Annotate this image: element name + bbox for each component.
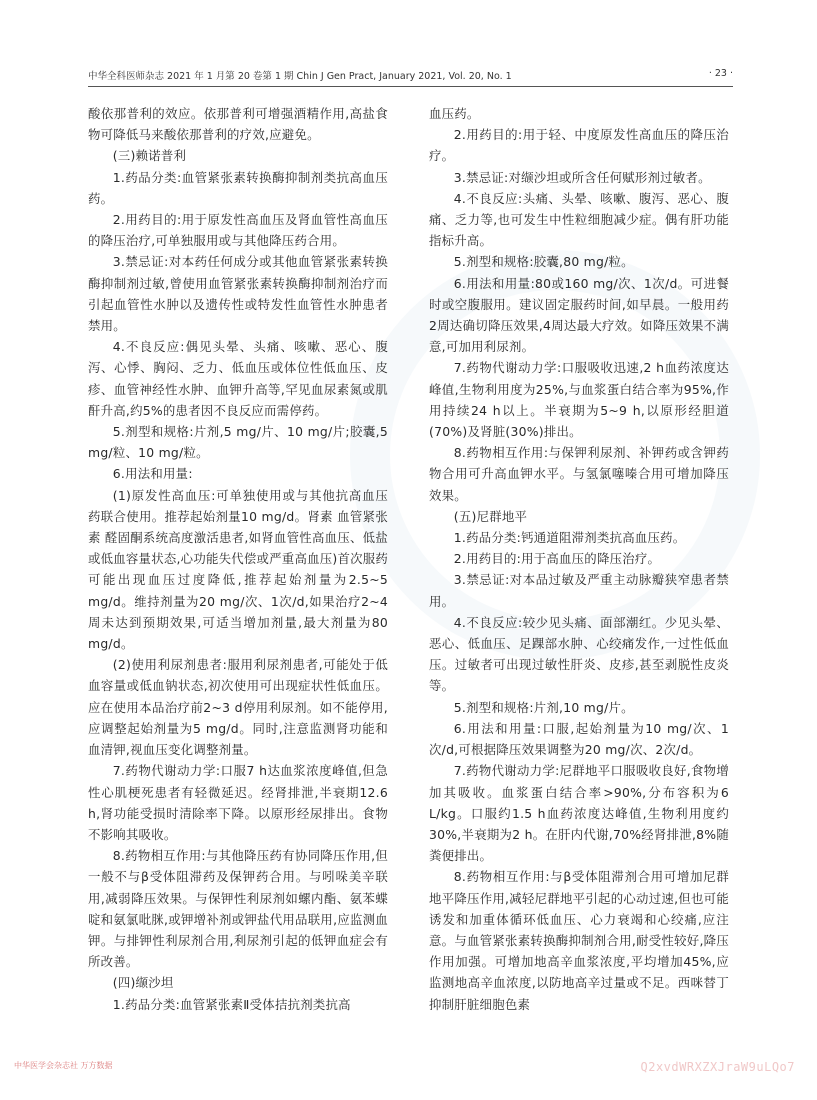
paragraph: 3.禁忌证:对缬沙坦或所含任何赋形剂过敏者。 xyxy=(453,169,711,185)
paragraph: 血压药。 xyxy=(429,106,480,121)
paragraph: 6.用法和用量:80或160 mg/次、1次/d。可进餐时或空腹服用。建议固定服药时间,如早晨。一般用药2周达确切降压效果,4周达最大疗效。如降压效果不满意,可加用利尿剂。 xyxy=(429,275,729,355)
section-heading: (三)赖诺普利 xyxy=(112,148,187,164)
paragraph: 3.禁忌证:对本药任何成分或其他血管紧张素转换酶抑制剂过敏,曾使用血管紧张素转换酶抑制剂治疗而引起血管性水肿以及遗传性或特发性血管性水肿患者禁用。 xyxy=(88,254,388,334)
document-code: Q2xvdWRXZXJraW9uLQo7 xyxy=(640,1060,795,1074)
paragraph: 7.药物代谢动力学:口服吸收迅速,2 h血药浓度达峰值,生物利用度为25%,与血浆蛋白结合率为95%,作用持续24 h以上。半衰期为5~9 h,以原形经胆道(70%)及肾脏(30%)排出。 xyxy=(429,360,729,440)
paragraph: 酸依那普利的效应。依那普利可增强酒精作用,高盐食物可降低马来酸依那普利的疗效,应避免。 xyxy=(88,106,388,143)
paragraph: 8.药物相互作用:与β受体阻滞剂合用可增加尼群地平降压作用,减轻尼群地平引起的心动过速,但也可能诱发和加重体循环低血压、心力衰竭和心绞痛,应注意。与血管紧张素转换酶抑制剂合用,耐受性较好,降压作用加强。可增加地高辛血浆浓度,平均增加45%,应监测地高辛血浓度,以防地高辛过量或不足。西咪替丁抑制肝脏细胞色素 xyxy=(429,869,729,1012)
paragraph: 2.用药目的:用于轻、中度原发性高血压的降压治疗。 xyxy=(429,127,729,164)
publisher-logo: 中华医学会杂志社 万方数据 xyxy=(14,1061,113,1070)
paragraph: 6.用法和用量:口服,起始剂量为10 mg/次、1次/d,可根据降压效果调整为20 mg/次、2次/d。 xyxy=(429,720,729,758)
paragraph: 1.药品分类:血管紧张素转换酶抑制剂类抗高血压药。 xyxy=(88,169,388,206)
paragraph: 1.药品分类:血管紧张素Ⅱ受体拮抗剂类抗高 xyxy=(112,996,351,1012)
paragraph: 4.不良反应:头痛、头晕、咳嗽、腹泻、恶心、腹痛、乏力等,也可发生中性粒细胞减少症。偶有肝功能指标升高。 xyxy=(429,190,729,249)
paragraph: 4.不良反应:较少见头痛、面部潮红。少见头晕、恶心、低血压、足踝部水肿、心绞痛发作,一过性低血压。过敏者可出现过敏性肝炎、皮疹,甚至剥脱性皮炎等。 xyxy=(429,614,729,694)
page-number: · 23 · xyxy=(708,68,733,79)
left-column xyxy=(88,103,388,1015)
paragraph: 6.用法和用量: xyxy=(112,466,193,482)
paragraph: (2)使用利尿剂患者:服用利尿剂患者,可能处于低血容量或低血钠状态,初次使用可出现症状性低血压。应在使用本品治疗前2~3 d停用利尿剂。如不能停用,应调整起始剂量为5 mg/d。同时,注意监测肾功能和血清钾,视血压变化调整剂量。 xyxy=(88,657,388,758)
paragraph: 5.剂型和规格:片剂,5 mg/片、10 mg/片;胶囊,5 mg/粒、10 mg/粒。 xyxy=(88,424,388,461)
right-column xyxy=(429,103,729,1015)
section-heading: (四)缬沙坦 xyxy=(112,975,174,991)
paragraph: 1.药品分类:钙通道阻滞剂类抗高血压药。 xyxy=(453,530,686,546)
paragraph: 8.药物相互作用:与其他降压药有协同降压作用,但一般不与β受体阻滞药及保钾药合用。与吲哚美辛联用,减弱降压效果。与保钾性利尿剂如螺内酯、氨苯蝶啶和氨氯吡脒,或钾增补剂或钾盐代用品联用,应监测血钾。与排钾性利尿剂合用,利尿剂引起的低钾血症会有所改善。 xyxy=(88,848,388,970)
paragraph: 8.药物相互作用:与保钾利尿剂、补钾药或含钾药物合用可升高血钾水平。与氢氯噻嗪合用可增加降压效果。 xyxy=(429,445,729,503)
paragraph: 2.用药目的:用于原发性高血压及肾血管性高血压的降压治疗,可单独服用或与其他降压药合用。 xyxy=(88,212,388,249)
paragraph: (1)原发性高血压:可单独使用或与其他抗高血压药联合使用。推荐起始剂量10 mg/d。肾素 血管紧张素 醛固酮系统高度激活患者,如肾血管性高血压、低盐或低血容量状态,心功能失代偿或严重高血压)首次服药可能出现血压过度降低,推荐起始剂量为2.5~5 mg/d。维持剂量为20 mg/次、1次/d,如果治疗2~4周未达到预期效果,可适当增加剂量,最大剂量为80 mg/d。 xyxy=(88,487,389,652)
paragraph: 2.用药目的:用于高血压的降压治疗。 xyxy=(453,551,661,567)
paragraph: 4.不良反应:偶见头晕、头痛、咳嗽、恶心、腹泻、心悸、胸闷、乏力、低血压或体位性低血压、皮疹、血管神经性水肿、血钾升高等,罕见血尿素氮或肌酐升高,约5%的患者因不良反应而需停药。 xyxy=(88,339,388,418)
paragraph: 7.药物代谢动力学:口服7 h达血浆浓度峰值,但急性心肌梗死患者有轻微延迟。经肾排泄,半衰期12.6 h,肾功能受损时清除率下降。以原形经尿排出。食物不影响其吸收。 xyxy=(88,763,388,842)
paragraph: 5.剂型和规格:胶囊,80 mg/粒。 xyxy=(453,254,634,270)
section-heading: (五)尼群地平 xyxy=(453,508,528,524)
paragraph: 3.禁忌证:对本品过敏及严重主动脉瓣狭窄患者禁用。 xyxy=(429,572,729,609)
paragraph: 5.剂型和规格:片剂,10 mg/片。 xyxy=(453,699,634,715)
journal-citation: 中华全科医师杂志 2021 年 1 月第 20 卷第 1 期 Chin J Gen Pract, January 2021, Vol. 20, No. 1 xyxy=(88,71,512,82)
running-header xyxy=(88,64,733,87)
paragraph: 7.药物代谢动力学:尼群地平口服吸收良好,食物增加其吸收。血浆蛋白结合率>90%,分布容积为6 L/kg。口服约1.5 h血药浓度达峰值,生物利用度约30%,半衰期为2 h。在肝内代谢,70%经肾排泄,8%随粪便排出。 xyxy=(429,763,729,864)
